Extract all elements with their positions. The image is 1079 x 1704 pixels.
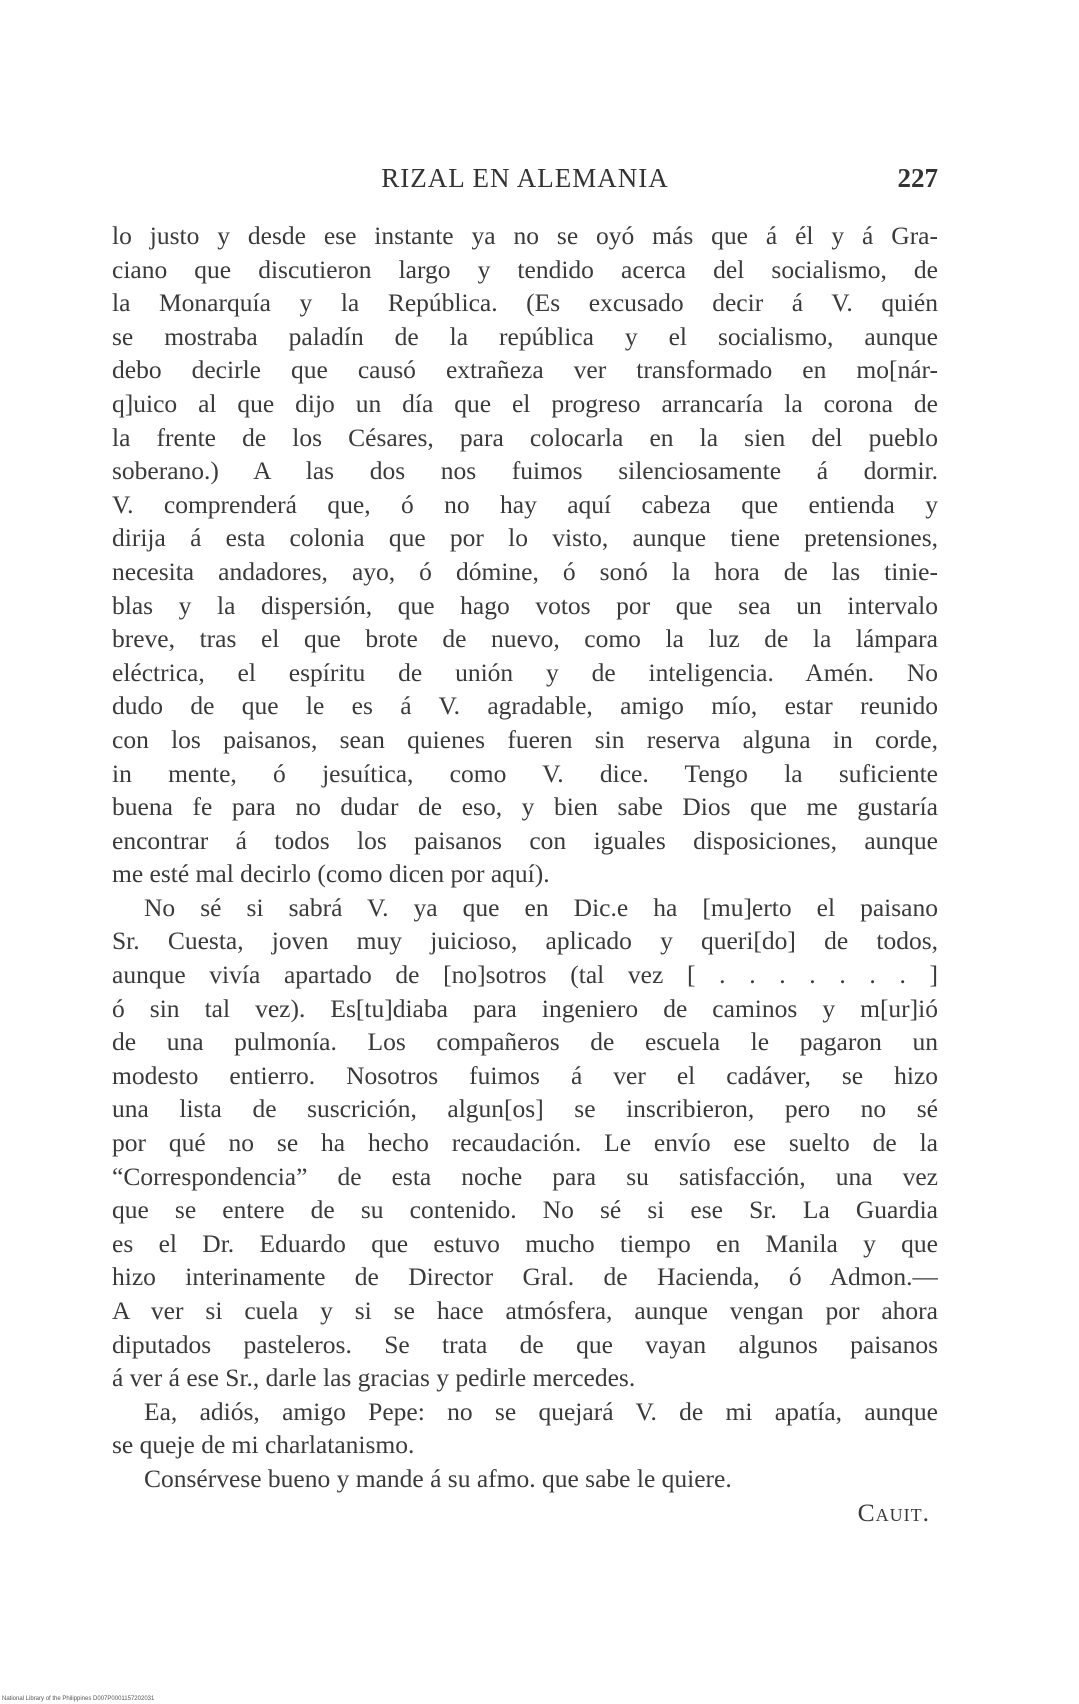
text-line: es el Dr. Eduardo que estuvo mucho tiempo en Manila y que [112,1228,938,1258]
paragraph-start-line: Consérvese bueno y mande á su afmo. que sabe le quiere. [144,1463,732,1493]
text-line: que se entere de su contenido. No sé si ese Sr. La Guardia [112,1195,938,1225]
text-line: de una pulmonía. Los compañeros de escuela le pagaron un [112,1027,938,1057]
text-line: se queje de mi charlatanismo. [112,1430,415,1460]
text-line: eléctrica, el espíritu de unión y de inteligencia. Amén. No [112,657,938,687]
text-line: por qué no se ha hecho recaudación. Le envío ese suelto de la [112,1128,938,1158]
text-line: “Correspondencia” de esta noche para su satisfacción, una vez [112,1161,938,1191]
text-line: soberano.) A las dos nos fuimos silenciosamente á dormir. [112,456,938,486]
text-line: la Monarquía y la República. (Es excusado decir á V. quién [112,288,938,318]
text-line: in mente, ó jesuítica, como V. dice. Tengo la suficiente [112,758,938,788]
text-line: blas y la dispersión, que hago votos por que sea un intervalo [112,590,938,620]
text-line: breve, tras el que brote de nuevo, como la luz de la lámpara [112,624,938,654]
signature: Cauit. [857,1497,930,1527]
running-head [112,163,938,203]
text-line: q]uico al que dijo un día que el progreso arrancaría la corona de [112,388,938,418]
text-line: necesita andadores, ayo, ó dómine, ó sonó la hora de las tinie- [112,556,938,586]
text-line: V. comprenderá que, ó no hay aquí cabeza que entienda y [112,489,938,519]
text-line: á ver á ese Sr., darle las gracias y pedirle mercedes. [112,1363,636,1393]
text-line: dirija á esta colonia que por lo visto, aunque tiene pretensiones, [112,523,938,553]
text-line: diputados pasteleros. Se trata de que vayan algunos paisanos [112,1329,938,1359]
text-line: aunque vivía apartado de [no]sotros (tal vez [ . . . . . . . ] [112,960,938,990]
text-line: buena fe para no dudar de eso, y bien sabe Dios que me gustaría [112,792,938,822]
chapter-title: RIZAL EN ALEMANIA [381,163,669,193]
paragraph-start-line: No sé si sabrá V. ya que en Dic.e ha [mu]erto el paisano [144,892,938,922]
text-line: me esté mal decirlo (como dicen por aquí). [112,859,550,889]
page-number: 227 [897,163,938,193]
text-line: ó sin tal vez). Es[tu]diaba para ingeniero de caminos y m[ur]ió [112,993,938,1023]
text-line: lo justo y desde ese instante ya no se oyó más que á él y á Gra- [112,221,938,250]
text-line: debo decirle que causó extrañeza ver transformado en mo[nár- [112,355,938,385]
text-line: la frente de los Césares, para colocarla en la sien del pueblo [112,422,938,452]
text-line: dudo de que le es á V. agradable, amigo mío, estar reunido [112,691,938,721]
text-line: encontrar á todos los paisanos con iguales disposiciones, aunque [112,825,938,855]
text-line: ciano que discutieron largo y tendido acerca del socialismo, de [112,254,938,284]
text-line: modesto entierro. Nosotros fuimos á ver el cadáver, se hizo [112,1060,938,1090]
scan-credit: National Library of the Philippines D007P0001157202031 [2,1696,155,1702]
text-line: con los paisanos, sean quienes fueren sin reserva alguna in corde, [112,724,938,754]
text-line: Sr. Cuesta, joven muy juicioso, aplicado y queri[do] de todos, [112,926,938,956]
text-line: se mostraba paladín de la república y el socialismo, aunque [112,321,938,351]
text-line: una lista de suscrición, algun[os] se inscribieron, pero no sé [112,1094,938,1124]
text-line: hizo interinamente de Director Gral. de Hacienda, ó Admon.— [112,1262,938,1292]
paragraph-start-line: Ea, adiós, amigo Pepe: no se quejará V. de mi apatía, aunque [144,1396,938,1426]
letter-body [112,219,938,1529]
text-line: A ver si cuela y si se hace atmósfera, aunque vengan por ahora [112,1296,938,1325]
